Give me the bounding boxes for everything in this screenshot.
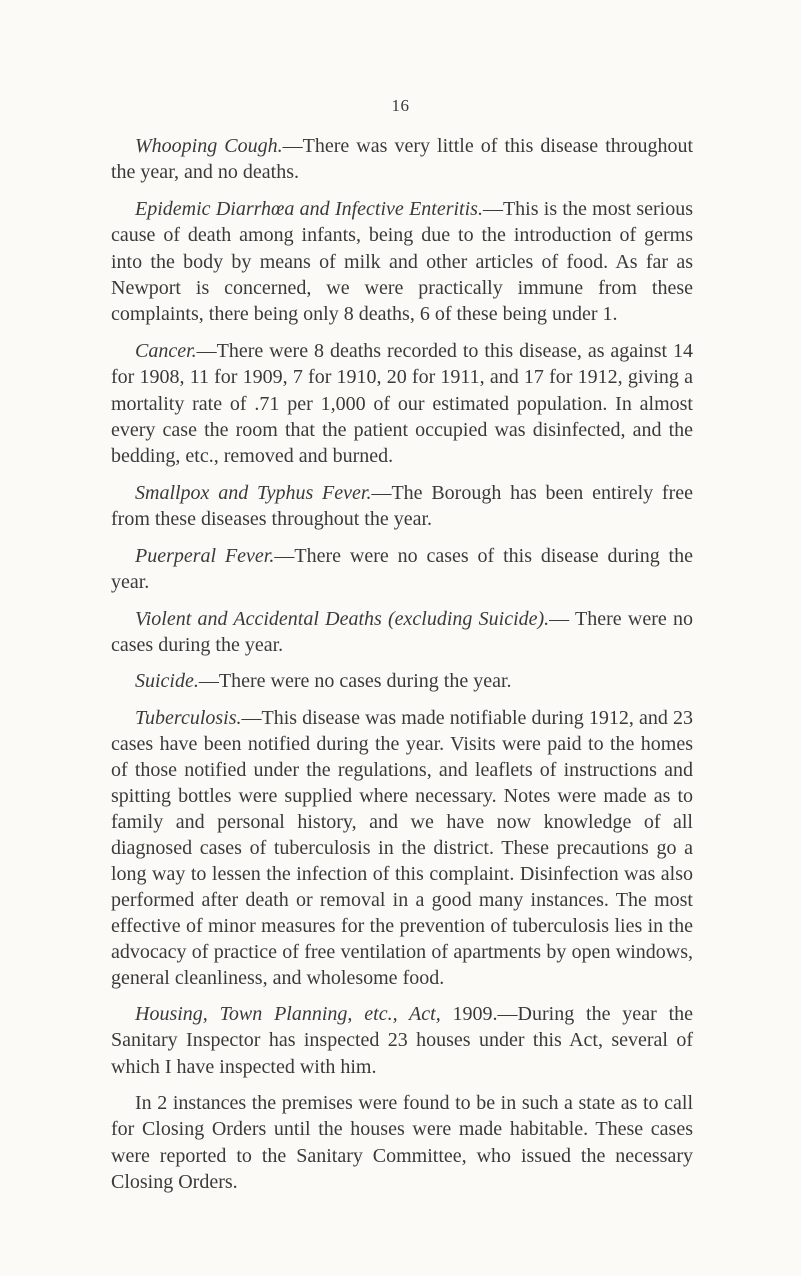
section-heading: Smallpox and Typhus Fever. [135,481,372,504]
paragraph-puerperal-fever [111,543,693,596]
section-heading: Housing, Town Planning, etc., Act, [135,1002,441,1025]
paragraph-epidemic-diarrhoea [111,196,693,328]
section-text: —The Borough has been entirely free from these diseases throughout the year. [111,481,693,531]
section-heading: Tuberculosis. [135,706,242,729]
paragraph-housing-act [111,1001,693,1080]
paragraph-violent-accidental-deaths [111,606,693,659]
section-text: —There were no cases of this disease during the year. [111,544,693,594]
section-text: — There were no cases during the year. [111,607,693,656]
section-text: —This disease was made notifiable during 1912, and 23 cases have been notified during the year. Visits were paid to the homes of those notified under the regulations, and leaflets of instructions and spitting bottles were supplied where necessary. Notes were made as to family and personal history, and we have now knowledge of all diagnosed cases of tuberculosis in the district. These precautions go a long way to lessen the infection of this complaint. Disinfection was also performed after death or removal in a good many instances. The most effective of minor measures for the prevention of tuberculosis lies in the advocacy of practice of free ventilation of apartments by open windows, general cleanliness, and wholesome food. [111,706,693,989]
paragraph-smallpox-typhus [111,480,693,533]
paragraph-suicide [111,668,693,694]
section-text: In 2 instances the premises were found to be in such a state as to call for Closing Orders until the houses were made habitable. These cases were reported to the Sanitary Committee, who issued the necessary Closing Orders. [111,1091,693,1194]
section-text: —There were no cases during the year. [198,670,512,693]
paragraph-closing-orders [111,1090,693,1196]
section-text: —There was very little of this disease throughout the year, and no deaths. [111,135,693,184]
section-heading: Violent and Accidental Deaths (excluding Suicide). [135,607,550,630]
section-text: —This is the most serious cause of death among infants, being due to the introduction of germs into the body by means of milk and other articles of food. As far as Newport is concerned, we were practically immune from these complaints, there being only 8 deaths, 6 of these being under 1. [111,197,693,326]
section-heading: Puerperal Fever. [135,544,275,567]
paragraph-whooping-cough [111,133,693,186]
section-heading: Whooping Cough. [135,135,283,157]
report-body [111,133,693,1206]
section-text: 1909.—During the year the Sanitary Inspector has inspected 23 houses under this Act, several of which I have inspected with him. [111,1002,693,1078]
section-heading: Cancer. [135,339,197,362]
paragraph-tuberculosis [111,705,693,991]
section-text: —There were 8 deaths recorded to this disease, as against 14 for 1908, 11 for 1909, 7 for 1910, 20 for 1911, and 17 for 1912, giving a mortality rate of .71 per 1,000 of our estimated population. In almost every case the room that the patient occupied was disinfected, and the bedding, etc., removed and burned. [111,339,693,468]
page-number: 16 [391,96,410,115]
section-heading: Epidemic Diarrhœa and Infective Enteritis. [135,197,483,220]
paragraph-cancer [111,338,693,470]
section-heading: Suicide. [135,670,199,693]
